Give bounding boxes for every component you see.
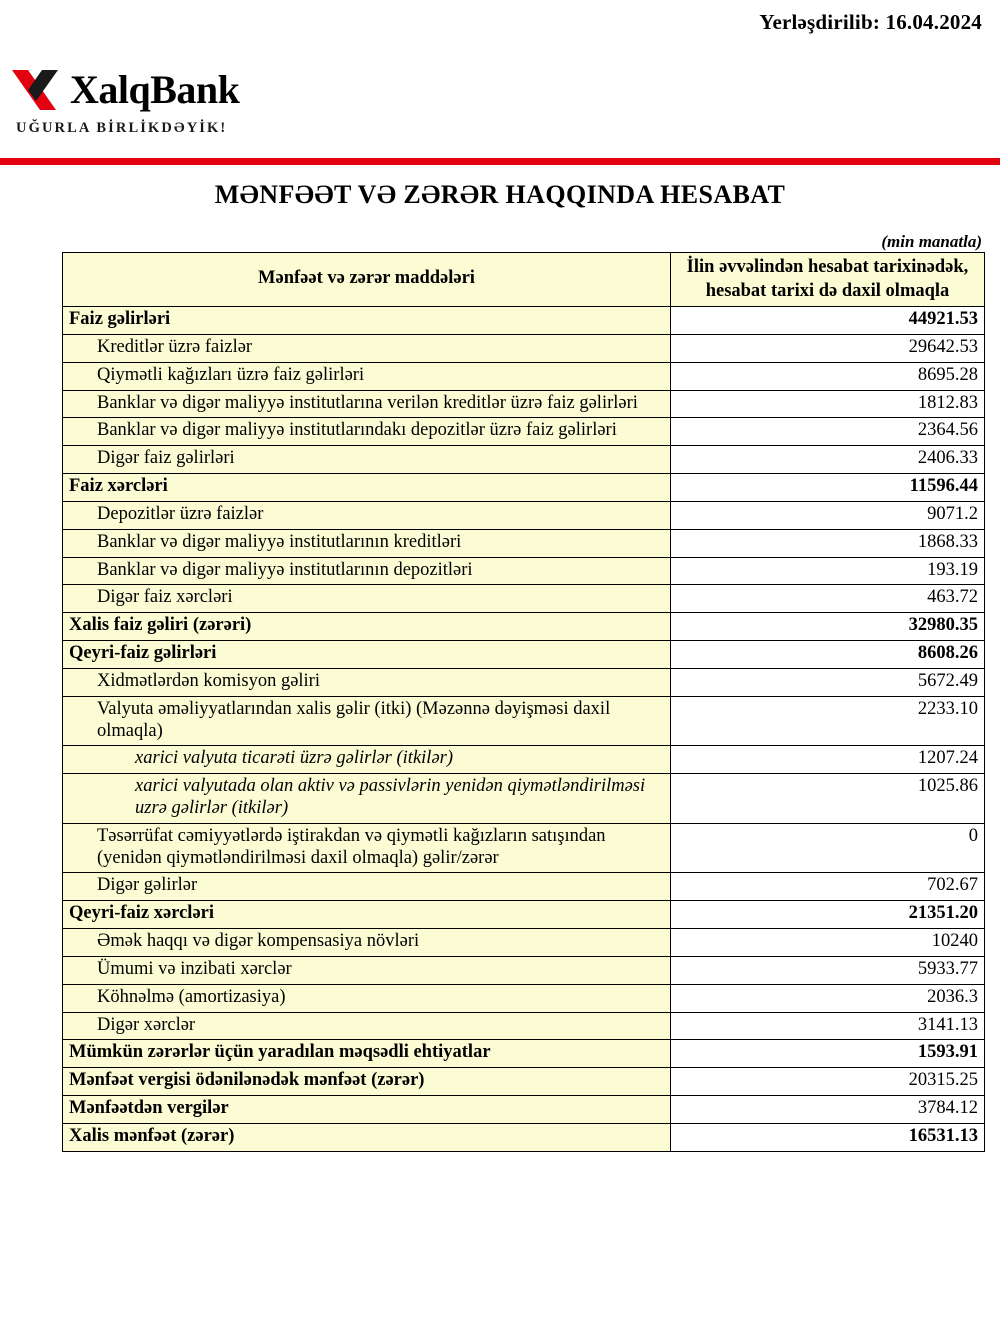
row-label: Mümkün zərərlər üçün yaradılan məqsədli ehtiyatlar bbox=[63, 1040, 671, 1068]
row-value: 8608.26 bbox=[671, 641, 985, 669]
bank-logo bbox=[12, 68, 282, 137]
xalqbank-mark-icon bbox=[12, 68, 60, 112]
row-value: 21351.20 bbox=[671, 901, 985, 929]
table-row bbox=[63, 1012, 985, 1040]
row-label: Digər xərclər bbox=[63, 1012, 671, 1040]
row-label: Xalis mənfəət (zərər) bbox=[63, 1123, 671, 1151]
row-value: 2364.56 bbox=[671, 418, 985, 446]
row-label: Digər faiz xərcləri bbox=[63, 585, 671, 613]
row-label: Digər gəlirlər bbox=[63, 873, 671, 901]
row-label: Mənfəətdən vergilər bbox=[63, 1096, 671, 1124]
table-row bbox=[63, 984, 985, 1012]
brand-row bbox=[12, 68, 282, 112]
row-label: Ümumi və inzibati xərclər bbox=[63, 956, 671, 984]
table-row bbox=[63, 1123, 985, 1151]
row-label: Kreditlər üzrə faizlər bbox=[63, 334, 671, 362]
table-row bbox=[63, 746, 985, 774]
table-row bbox=[63, 668, 985, 696]
table-row bbox=[63, 1040, 985, 1068]
table-row bbox=[63, 307, 985, 335]
table-row bbox=[63, 585, 985, 613]
table-head bbox=[63, 253, 985, 307]
table-row bbox=[63, 696, 985, 746]
row-label: xarici valyutada olan aktiv və passivlərin yenidən qiymətləndirilməsi uzrə gəlirlər (itkilər) bbox=[63, 774, 671, 824]
table-row bbox=[63, 613, 985, 641]
row-value: 2233.10 bbox=[671, 696, 985, 746]
row-label: Faiz xərcləri bbox=[63, 474, 671, 502]
row-label: Əmək haqqı və digər kompensasiya növləri bbox=[63, 929, 671, 957]
row-label: Faiz gəlirləri bbox=[63, 307, 671, 335]
table-row bbox=[63, 418, 985, 446]
row-value: 8695.28 bbox=[671, 362, 985, 390]
row-value: 1812.83 bbox=[671, 390, 985, 418]
row-value: 463.72 bbox=[671, 585, 985, 613]
row-value: 9071.2 bbox=[671, 501, 985, 529]
table-row bbox=[63, 362, 985, 390]
row-label: Mənfəət vergisi ödənilənədək mənfəət (zərər) bbox=[63, 1068, 671, 1096]
row-value: 5672.49 bbox=[671, 668, 985, 696]
row-label: Banklar və digər maliyyə institutlarının kreditləri bbox=[63, 529, 671, 557]
row-value: 5933.77 bbox=[671, 956, 985, 984]
row-label: Köhnəlmə (amortizasiya) bbox=[63, 984, 671, 1012]
row-label: Depozitlər üzrə faizlər bbox=[63, 501, 671, 529]
table-header-row bbox=[63, 253, 985, 307]
row-value: 1593.91 bbox=[671, 1040, 985, 1068]
row-value: 193.19 bbox=[671, 557, 985, 585]
table-row bbox=[63, 823, 985, 873]
row-value: 0 bbox=[671, 823, 985, 873]
row-label: Digər faiz gəlirləri bbox=[63, 446, 671, 474]
row-label: Banklar və digər maliyyə institutlarının depozitləri bbox=[63, 557, 671, 585]
row-value: 702.67 bbox=[671, 873, 985, 901]
table-row bbox=[63, 446, 985, 474]
report-table-container bbox=[62, 252, 984, 1152]
table-row bbox=[63, 474, 985, 502]
row-label: Xalis faiz gəliri (zərəri) bbox=[63, 613, 671, 641]
row-value: 16531.13 bbox=[671, 1123, 985, 1151]
row-value: 1868.33 bbox=[671, 529, 985, 557]
row-label: Təsərrüfat cəmiyyətlərdə iştirakdan və qiymətli kağızların satışından (yenidən qiymətləndirilməsi daxil olmaqla) gəlir/zərər bbox=[63, 823, 671, 873]
table-row bbox=[63, 557, 985, 585]
table-body bbox=[63, 307, 985, 1152]
header-divider bbox=[0, 158, 1000, 165]
table-row bbox=[63, 641, 985, 669]
table-row bbox=[63, 390, 985, 418]
posted-date: Yerləşdirilib: 16.04.2024 bbox=[759, 10, 982, 34]
profit-loss-table bbox=[62, 252, 985, 1152]
row-value: 32980.35 bbox=[671, 613, 985, 641]
row-label: Qeyri-faiz xərcləri bbox=[63, 901, 671, 929]
row-label: Qeyri-faiz gəlirləri bbox=[63, 641, 671, 669]
row-value: 3141.13 bbox=[671, 1012, 985, 1040]
table-row bbox=[63, 1096, 985, 1124]
row-value: 1025.86 bbox=[671, 774, 985, 824]
table-row bbox=[63, 334, 985, 362]
row-value: 3784.12 bbox=[671, 1096, 985, 1124]
row-label: Valyuta əməliyyatlarından xalis gəlir (itki) (Məzənnə dəyişməsi daxil olmaqla) bbox=[63, 696, 671, 746]
table-row bbox=[63, 873, 985, 901]
brand-name: XalqBank bbox=[70, 67, 240, 112]
row-label: Banklar və digər maliyyə institutlarındakı depozitlər üzrə faiz gəlirləri bbox=[63, 418, 671, 446]
row-value: 29642.53 bbox=[671, 334, 985, 362]
table-row bbox=[63, 956, 985, 984]
row-label: Xidmətlərdən komisyon gəliri bbox=[63, 668, 671, 696]
row-value: 2406.33 bbox=[671, 446, 985, 474]
row-value: 44921.53 bbox=[671, 307, 985, 335]
row-value: 1207.24 bbox=[671, 746, 985, 774]
table-row bbox=[63, 529, 985, 557]
row-value: 11596.44 bbox=[671, 474, 985, 502]
column-header-label: Mənfəət və zərər maddələri bbox=[63, 253, 671, 307]
row-value: 2036.3 bbox=[671, 984, 985, 1012]
row-value: 10240 bbox=[671, 929, 985, 957]
table-row bbox=[63, 1068, 985, 1096]
row-label: Banklar və digər maliyyə institutlarına verilən kreditlər üzrə faiz gəlirləri bbox=[63, 390, 671, 418]
brand-slogan: UĞURLA BİRLİKDƏYİK! bbox=[16, 120, 228, 136]
table-row bbox=[63, 901, 985, 929]
column-header-period: İlin əvvəlindən hesabat tarixinədək, hesabat tarixi də daxil olmaqla bbox=[671, 253, 985, 307]
table-row bbox=[63, 774, 985, 824]
row-value: 20315.25 bbox=[671, 1068, 985, 1096]
row-label: xarici valyuta ticarəti üzrə gəlirlər (itkilər) bbox=[63, 746, 671, 774]
page-title: MƏNFƏƏT VƏ ZƏRƏR HAQQINDA HESABAT bbox=[214, 180, 786, 209]
table-row bbox=[63, 501, 985, 529]
units-note: (min manatla) bbox=[881, 232, 982, 251]
row-label: Qiymətli kağızları üzrə faiz gəlirləri bbox=[63, 362, 671, 390]
table-row bbox=[63, 929, 985, 957]
